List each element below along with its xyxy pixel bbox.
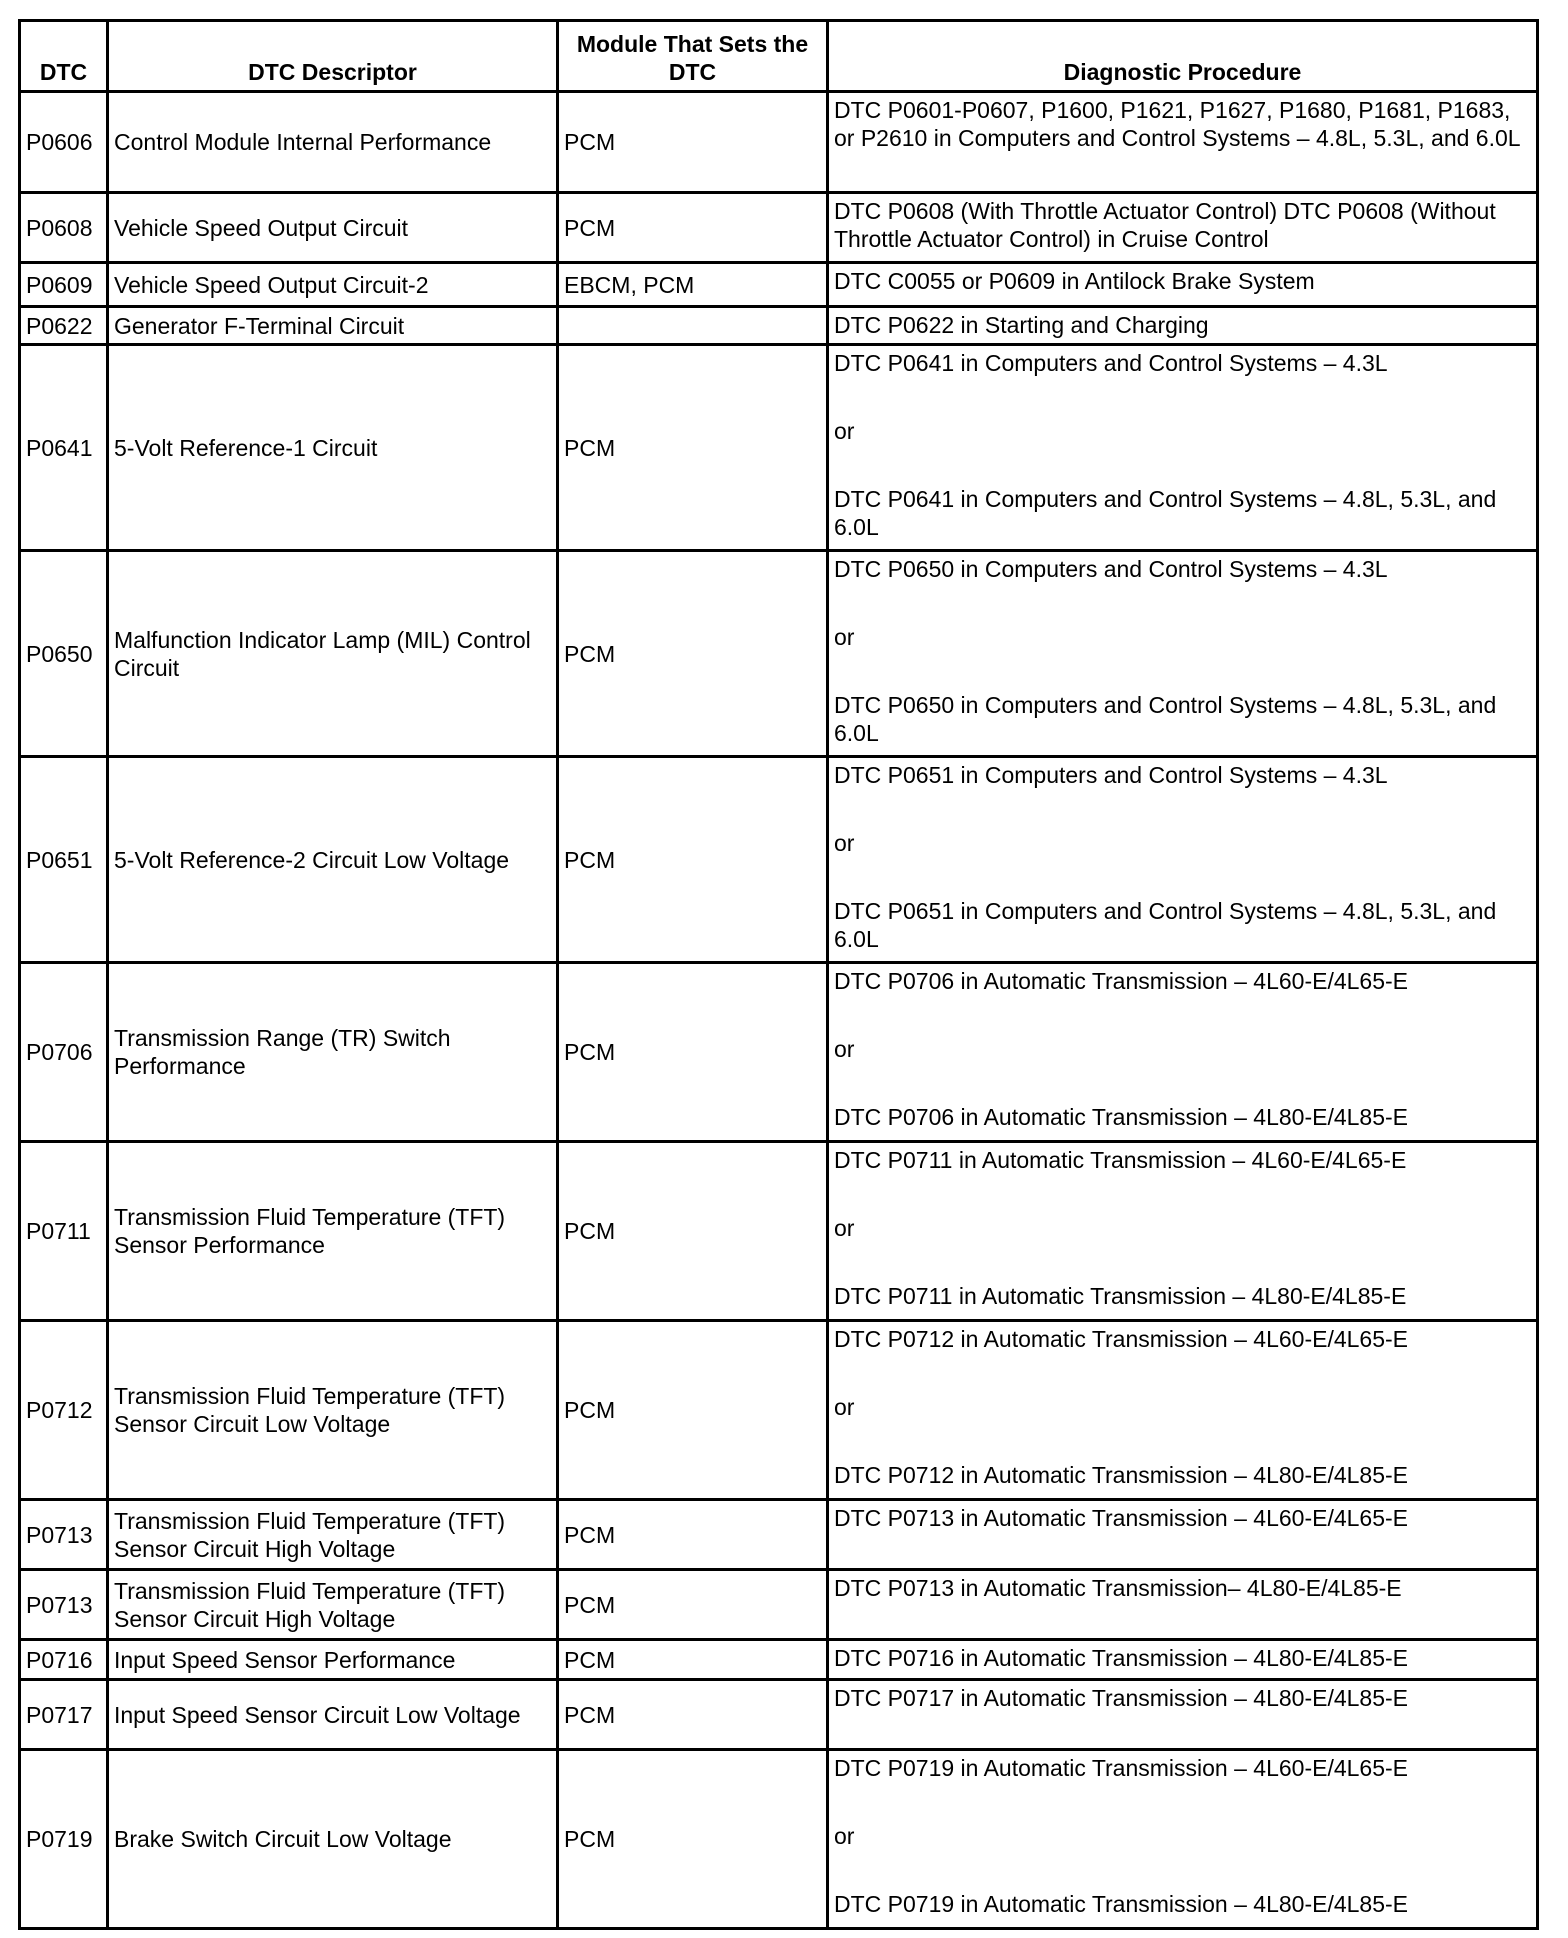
module-cell: PCM [558, 551, 828, 757]
procedure-cell [828, 1570, 1538, 1640]
procedure-cell [828, 1750, 1538, 1929]
module-cell: PCM [558, 963, 828, 1142]
dtc-cell: P0608 [20, 193, 108, 263]
dtc-cell: P0641 [20, 345, 108, 551]
dtc-cell: P0651 [20, 757, 108, 963]
procedure-line: DTC C0055 or P0609 in Antilock Brake System [834, 268, 1315, 294]
spacer [834, 857, 1531, 897]
descriptor-cell: Transmission Fluid Temperature (TFT) Sensor Circuit High Voltage [108, 1500, 558, 1570]
procedure-line: DTC P0650 in Computers and Control Systems – 4.3L [834, 556, 1388, 582]
spacer [834, 1782, 1531, 1822]
procedure-line: DTC P0622 in Starting and Charging [834, 312, 1209, 338]
table-row [20, 1321, 1538, 1500]
procedure-line: DTC P0608 (With Throttle Actuator Control) DTC P0608 (Without Throttle Actuator Control) in Cruise Control [834, 198, 1496, 252]
spacer [834, 789, 1531, 829]
descriptor-cell: Transmission Fluid Temperature (TFT) Sensor Circuit High Voltage [108, 1570, 558, 1640]
procedure-cell [828, 1500, 1538, 1570]
spacer [834, 377, 1531, 417]
table-row [20, 1750, 1538, 1929]
procedure-line: DTC P0719 in Automatic Transmission – 4L80-E/4L85-E [834, 1891, 1409, 1917]
spacer [834, 995, 1531, 1035]
header-row [20, 21, 1538, 92]
procedure-cell [828, 345, 1538, 551]
dtc-cell: P0706 [20, 963, 108, 1142]
procedure-line: DTC P0712 in Automatic Transmission – 4L80-E/4L85-E [834, 1462, 1409, 1488]
dtc-cell: P0716 [20, 1640, 108, 1680]
procedure-line: DTC P0713 in Automatic Transmission – 4L60-E/4L65-E [834, 1505, 1409, 1531]
dtc-cell: P0606 [20, 92, 108, 193]
dtc-cell: P0713 [20, 1500, 108, 1570]
table-row [20, 1500, 1538, 1570]
descriptor-cell: Vehicle Speed Output Circuit [108, 193, 558, 263]
procedure-cell [828, 1640, 1538, 1680]
procedure-line: DTC P0713 in Automatic Transmission– 4L80-E/4L85-E [834, 1575, 1402, 1601]
table-row [20, 193, 1538, 263]
procedure-line: DTC P0716 in Automatic Transmission – 4L80-E/4L85-E [834, 1645, 1409, 1671]
table-row [20, 1570, 1538, 1640]
table-body [20, 92, 1538, 1929]
spacer [834, 445, 1531, 485]
procedure-cell [828, 757, 1538, 963]
procedure-line: DTC P0641 in Computers and Control Systems – 4.8L, 5.3L, and 6.0L [834, 486, 1497, 540]
procedure-line: or [834, 1215, 855, 1241]
procedure-cell [828, 307, 1538, 345]
dtc-table [18, 19, 1539, 1930]
dtc-cell: P0650 [20, 551, 108, 757]
header-procedure: Diagnostic Procedure [828, 21, 1538, 92]
procedure-line: DTC P0651 in Computers and Control Systems – 4.8L, 5.3L, and 6.0L [834, 898, 1497, 952]
descriptor-cell: Input Speed Sensor Circuit Low Voltage [108, 1680, 558, 1750]
spacer [834, 1174, 1531, 1214]
procedure-line: DTC P0719 in Automatic Transmission – 4L60-E/4L65-E [834, 1755, 1409, 1781]
dtc-cell: P0717 [20, 1680, 108, 1750]
module-cell: PCM [558, 193, 828, 263]
descriptor-cell: 5-Volt Reference-2 Circuit Low Voltage [108, 757, 558, 963]
dtc-cell: P0719 [20, 1750, 108, 1929]
procedure-line: or [834, 1394, 855, 1420]
descriptor-cell: Malfunction Indicator Lamp (MIL) Control Circuit [108, 551, 558, 757]
procedure-line: DTC P0706 in Automatic Transmission – 4L80-E/4L85-E [834, 1104, 1409, 1130]
module-cell: PCM [558, 1321, 828, 1500]
procedure-line: or [834, 624, 855, 650]
module-cell: PCM [558, 1750, 828, 1929]
table-row [20, 1680, 1538, 1750]
procedure-cell [828, 193, 1538, 263]
spacer [834, 1850, 1531, 1890]
dtc-cell: P0622 [20, 307, 108, 345]
dtc-cell: P0711 [20, 1142, 108, 1321]
procedure-cell [828, 963, 1538, 1142]
procedure-line: DTC P0641 in Computers and Control Systems – 4.3L [834, 350, 1388, 376]
descriptor-cell: 5-Volt Reference-1 Circuit [108, 345, 558, 551]
procedure-cell [828, 1680, 1538, 1750]
descriptor-cell: Generator F-Terminal Circuit [108, 307, 558, 345]
module-cell: PCM [558, 1570, 828, 1640]
procedure-cell [828, 551, 1538, 757]
procedure-line: DTC P0711 in Automatic Transmission – 4L80-E/4L85-E [834, 1283, 1407, 1309]
table-row [20, 263, 1538, 307]
module-cell: PCM [558, 1640, 828, 1680]
procedure-line: DTC P0717 in Automatic Transmission – 4L80-E/4L85-E [834, 1685, 1409, 1711]
descriptor-cell: Control Module Internal Performance [108, 92, 558, 193]
module-cell: PCM [558, 1680, 828, 1750]
header-dtc: DTC [20, 21, 108, 92]
procedure-line: DTC P0711 in Automatic Transmission – 4L60-E/4L65-E [834, 1147, 1407, 1173]
module-cell: PCM [558, 1500, 828, 1570]
table-row [20, 345, 1538, 551]
table-row [20, 1640, 1538, 1680]
module-cell: PCM [558, 345, 828, 551]
spacer [834, 1421, 1531, 1461]
descriptor-cell: Vehicle Speed Output Circuit-2 [108, 263, 558, 307]
dtc-cell: P0712 [20, 1321, 108, 1500]
module-cell [558, 307, 828, 345]
procedure-line: or [834, 1036, 855, 1062]
procedure-cell [828, 1142, 1538, 1321]
module-cell: PCM [558, 1142, 828, 1321]
descriptor-cell: Transmission Fluid Temperature (TFT) Sensor Performance [108, 1142, 558, 1321]
module-cell: EBCM, PCM [558, 263, 828, 307]
procedure-cell [828, 1321, 1538, 1500]
descriptor-cell: Input Speed Sensor Performance [108, 1640, 558, 1680]
spacer [834, 651, 1531, 691]
procedure-line: DTC P0706 in Automatic Transmission – 4L60-E/4L65-E [834, 968, 1409, 994]
module-cell: PCM [558, 92, 828, 193]
procedure-line: DTC P0651 in Computers and Control Systems – 4.3L [834, 762, 1388, 788]
dtc-cell: P0713 [20, 1570, 108, 1640]
table-row [20, 1142, 1538, 1321]
table-row [20, 307, 1538, 345]
procedure-line: or [834, 418, 855, 444]
spacer [834, 583, 1531, 623]
procedure-line: or [834, 1823, 855, 1849]
spacer [834, 1242, 1531, 1282]
descriptor-cell: Brake Switch Circuit Low Voltage [108, 1750, 558, 1929]
procedure-line: DTC P0601-P0607, P1600, P1621, P1627, P1680, P1681, P1683, or P2610 in Computers and Control Systems – 4.8L, 5.3L, and 6.0L [834, 97, 1521, 151]
procedure-line: or [834, 830, 855, 856]
procedure-cell [828, 92, 1538, 193]
table-row [20, 551, 1538, 757]
spacer [834, 1063, 1531, 1103]
header-descriptor: DTC Descriptor [108, 21, 558, 92]
table-row [20, 757, 1538, 963]
header-module: Module That Sets the DTC [558, 21, 828, 92]
procedure-line: DTC P0650 in Computers and Control Systems – 4.8L, 5.3L, and 6.0L [834, 692, 1497, 746]
module-cell: PCM [558, 757, 828, 963]
table-row [20, 92, 1538, 193]
procedure-cell [828, 263, 1538, 307]
spacer [834, 1353, 1531, 1393]
table-row [20, 963, 1538, 1142]
procedure-line: DTC P0712 in Automatic Transmission – 4L60-E/4L65-E [834, 1326, 1409, 1352]
descriptor-cell: Transmission Range (TR) Switch Performance [108, 963, 558, 1142]
descriptor-cell: Transmission Fluid Temperature (TFT) Sensor Circuit Low Voltage [108, 1321, 558, 1500]
dtc-cell: P0609 [20, 263, 108, 307]
